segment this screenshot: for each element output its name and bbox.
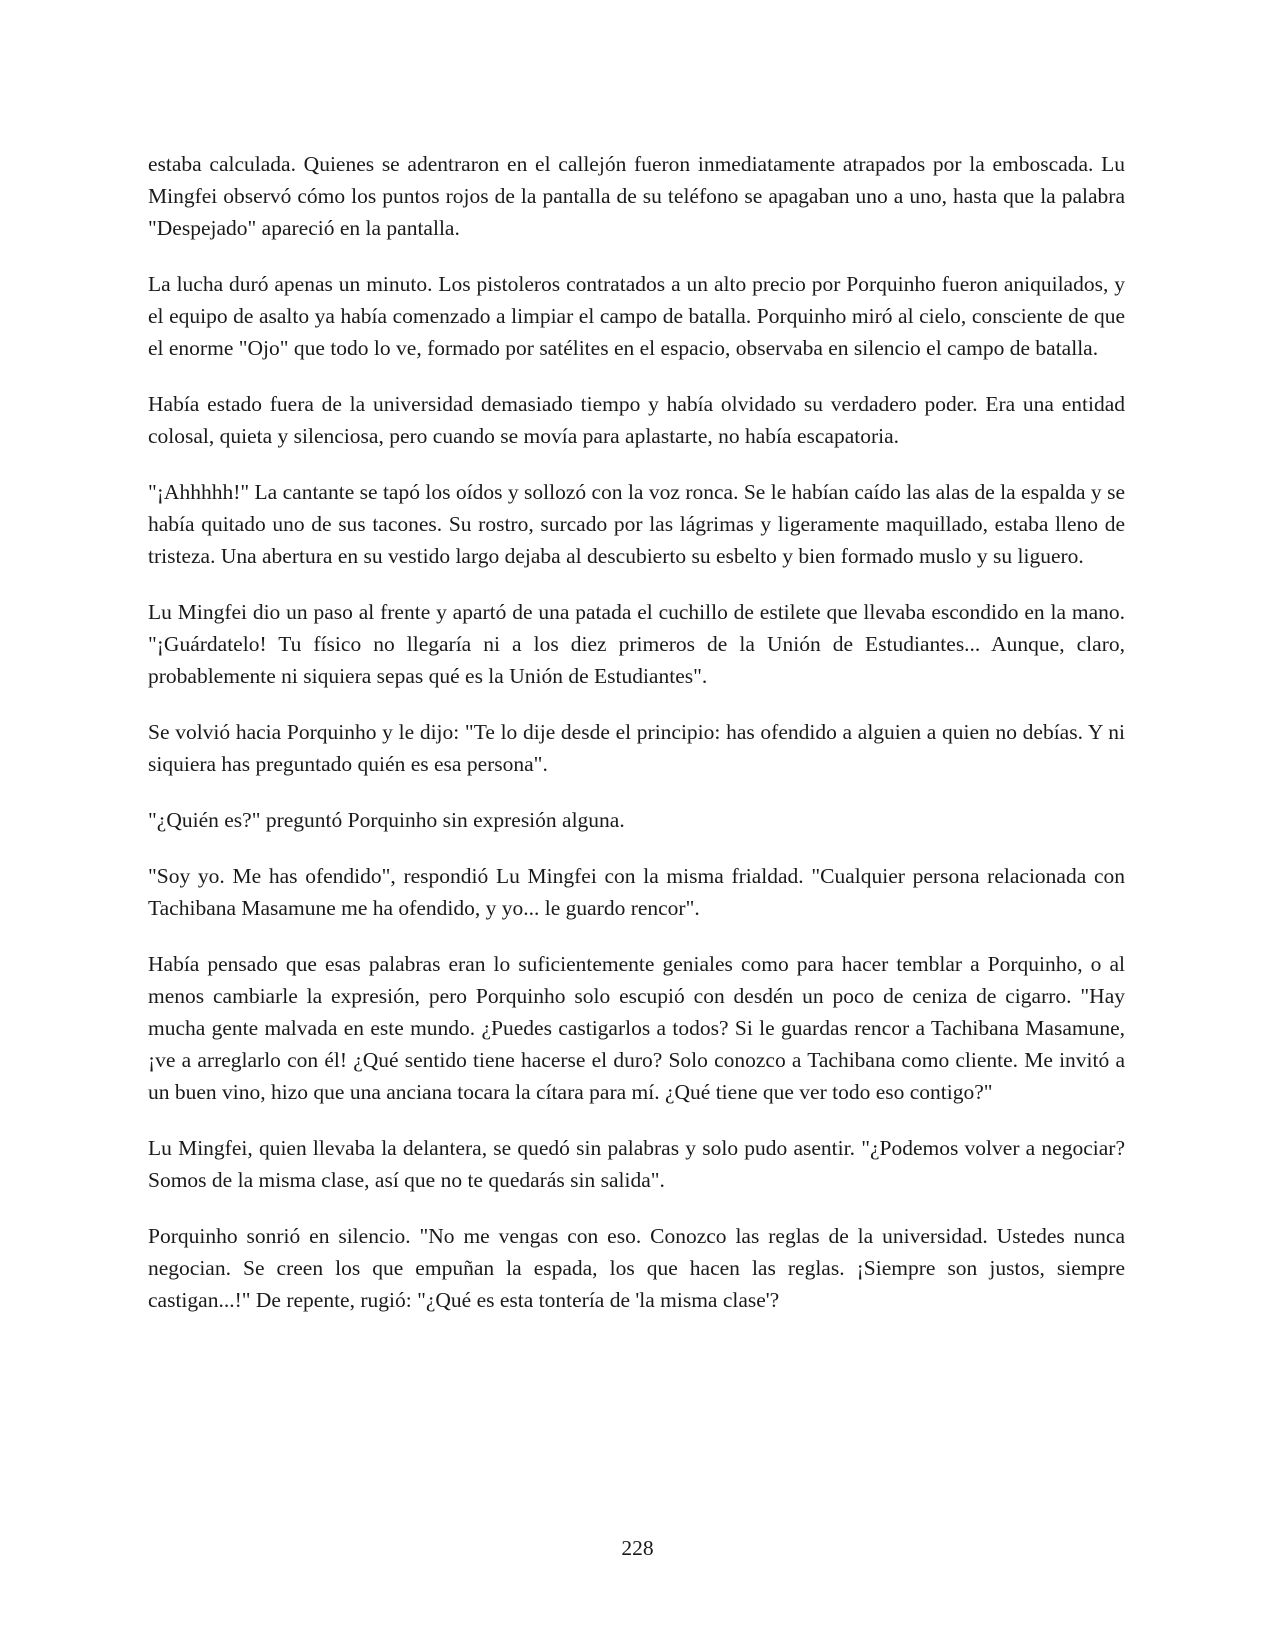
page-body	[148, 148, 1125, 1340]
page-number: 228	[621, 1536, 654, 1560]
paragraph: Se volvió hacia Porquinho y le dijo: "Te lo dije desde el principio: has ofendido a alguien a quien no debías. Y ni siquiera has preguntado quién es esa persona".	[148, 720, 1125, 776]
paragraph: Porquinho sonrió en silencio. "No me vengas con eso. Conozco las reglas de la universidad. Ustedes nunca negocian. Se creen los que empuñan la espada, los que hacen las reglas. ¡Siempre son justos, siempre castigan...!" De repente, rugió: "¿Qué es esta tontería de 'la misma clase'?	[148, 1224, 1125, 1312]
paragraph: Lu Mingfei, quien llevaba la delantera, se quedó sin palabras y solo pudo asentir. "¿Podemos volver a negociar? Somos de la misma clase, así que no te quedarás sin salida".	[148, 1136, 1125, 1192]
paragraph: La lucha duró apenas un minuto. Los pistoleros contratados a un alto precio por Porquinho fueron aniquilados, y el equipo de asalto ya había comenzado a limpiar el campo de batalla. Porquinho miró al cielo, consciente de que el enorme "Ojo" que todo lo ve, formado por satélites en el espacio, observaba en silencio el campo de batalla.	[148, 272, 1125, 360]
paragraph: estaba calculada. Quienes se adentraron en el callejón fueron inmediatamente atrapados por la emboscada. Lu Mingfei observó cómo los puntos rojos de la pantalla de su teléfono se apagaban uno a uno, hasta que la palabra "Despejado" apareció en la pantalla.	[148, 152, 1125, 240]
paragraph: Lu Mingfei dio un paso al frente y apartó de una patada el cuchillo de estilete que llevaba escondido en la mano. "¡Guárdatelo! Tu físico no llegaría ni a los diez primeros de la Unión de Estudiantes... Aunque, claro, probablemente ni siquiera sepas qué es la Unión de Estudiantes".	[148, 600, 1125, 688]
paragraph: "Soy yo. Me has ofendido", respondió Lu Mingfei con la misma frialdad. "Cualquier persona relacionada con Tachibana Masamune me ha ofendido, y yo... le guardo rencor".	[148, 864, 1125, 920]
paragraph: "¿Quién es?" preguntó Porquinho sin expresión alguna.	[148, 808, 625, 832]
paragraph: Había pensado que esas palabras eran lo suficientemente geniales como para hacer temblar a Porquinho, o al menos cambiarle la expresión, pero Porquinho solo escupió con desdén un poco de ceniza de cigarro. "Hay mucha gente malvada en este mundo. ¿Puedes castigarlos a todos? Si le guardas rencor a Tachibana Masamune, ¡ve a arreglarlo con él! ¿Qué sentido tiene hacerse el duro? Solo conozco a Tachibana como cliente. Me invitó a un buen vino, hizo que una anciana tocara la cítara para mí. ¿Qué tiene que ver todo eso contigo?"	[148, 952, 1125, 1104]
paragraph: Había estado fuera de la universidad demasiado tiempo y había olvidado su verdadero poder. Era una entidad colosal, quieta y silenciosa, pero cuando se movía para aplastarte, no había escapatoria.	[148, 392, 1125, 448]
paragraph: "¡Ahhhhh!" La cantante se tapó los oídos y sollozó con la voz ronca. Se le habían caído las alas de la espalda y se había quitado uno de sus tacones. Su rostro, surcado por las lágrimas y ligeramente maquillado, estaba lleno de tristeza. Una abertura en su vestido largo dejaba al descubierto su esbelto y bien formado muslo y su liguero.	[148, 480, 1125, 568]
